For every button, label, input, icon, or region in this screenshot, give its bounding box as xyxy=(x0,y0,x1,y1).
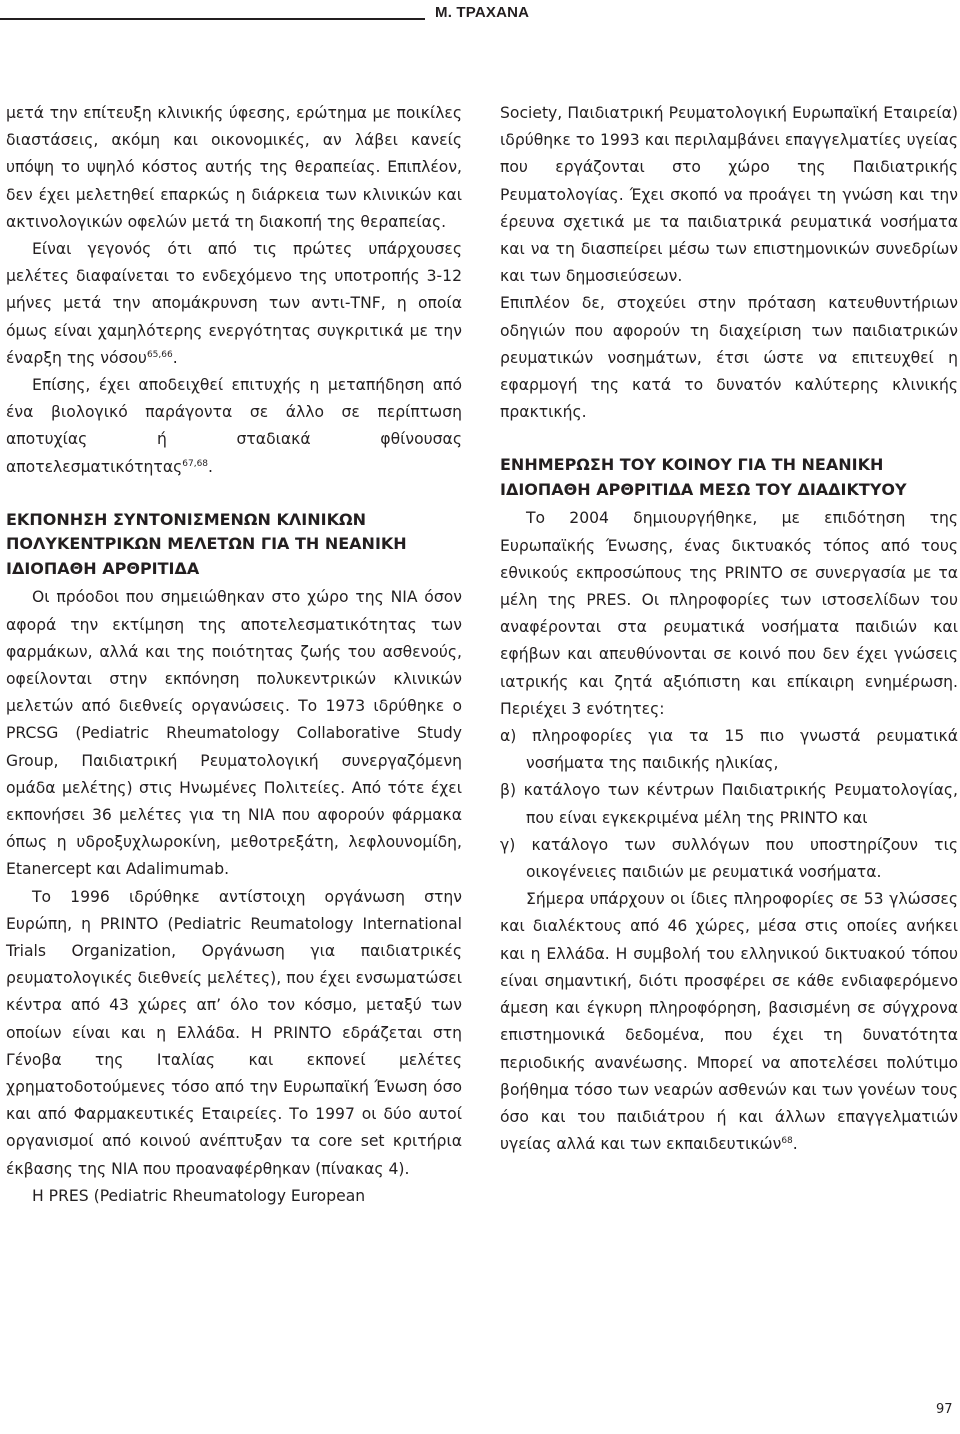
list-item: γ) κατάλογο των συλλόγων που υποστηρίζουν τις οικογένειες παιδιών με ρευματικά νοσήματα. xyxy=(500,835,958,882)
section-heading: ΕΚΠΟΝΗΣΗ ΣΥΝΤΟΝΙΣΜΕΝΩΝ ΚΛΙΝΙΚΩΝ ΠΟΛΥΚΕΝΤΡΙΚΩΝ ΜΕΛΕΤΩΝ ΓΙΑ ΤΗ ΝΕΑΝΙΚΗ ΙΔΙΟΠΑΘΗ ΑΡΘΡΙΤΙΔΑ xyxy=(6,509,407,578)
paragraph: Το 1996 ιδρύθηκε αντίστοιχη οργάνωση στην Ευρώπη, η PRINTO (Pediatric Reumatology International Trials Organization, Οργάνωση για παιδιατρικές ρευματολογικές διεθνείς μελέτες), που έχει ενσωματώσει κέντρα από 43 χώρες απ’ όλο τον κόσμο, μεταξύ των οποίων είναι και η Ελλάδα. Η PRINTO εδράζεται στη Γένοβα της Ιταλίας και εκπονεί μελέτες χρηματοδοτούμενες τόσο από την Ευρωπαϊκή Ένωση όσο και από Φαρμακευτικές Εταιρείες. Το 1997 οι δύο αυτοί οργανισμοί από κοινού ανέπτυξαν τα core set κριτήρια έκβασης της ΝΙΑ που προαναφέρθηκαν (πίνακας 4). xyxy=(6,887,462,1178)
paragraph-text: Επίσης, έχει αποδειχθεί επιτυχής η μεταπήδηση από ένα βιολογικό παράγοντα σε άλλο σε περίπτωση αποτυχίας ή σταδιακά φθίνουσας αποτελεσματικότητας xyxy=(6,376,462,476)
page-number: 97 xyxy=(936,1402,953,1417)
paragraph-text: Σήμερα υπάρχουν οι ίδιες πληροφορίες σε 53 γλώσσες και διαλέκτους από 46 χώρες, μέσα στις οποίες ανήκει και η Ελλάδα. Η συμβολή του ελληνικού δικτυακού τόπου είναι σημαντική, διότι προσφέρει σε κάθε ενδιαφερόμενο άμεση και έγκυρη πληροφόρηση, βασισμένη σε σύγχρονα επιστημονικά δεδομένα, που έχει τη δυνατότητα περιοδικής ανανέωσης. Μπορεί να αποτελέσει πολύτιμο βοήθημα τόσο των νεαρών ασθενών και των γονέων τους όσο και του παιδιάτρου ή και άλλων επαγγελματιών υγείας αλλά και των εκπαιδευτικών xyxy=(500,890,958,1154)
reference-superscript: 67,68 xyxy=(182,458,209,469)
list xyxy=(500,723,958,886)
paragraph: Society, Παιδιατρική Ρευματολογική Ευρωπαϊκή Εταιρεία) ιδρύθηκε το 1993 και περιλαμβάνει επαγγελματίες υγείας που εργάζονται στο χώρο της Παιδιατρικής Ρευματολογίας. Έχει σκοπό να προάγει τη γνώση και την έρευνα σχετικά με τα παιδιατρικά ρευματικά νοσήματα και να τη διασπείρει μέσω των επιστημονικών συνεδρίων και των δημοσιεύσεων. xyxy=(500,104,958,286)
header-rule-left xyxy=(0,18,425,20)
paragraph: Επιπλέον δε, στοχεύει στην πρόταση κατευθυντήριων οδηγιών που αφορούν τη διαχείριση των παιδιατρικών ρευματικών νοσημάτων, έτσι ώστε να επιτευχθεί η εφαρμογή της κατά το δυνατόν καλύτερης κλινικής πρακτικής. xyxy=(500,294,958,422)
running-header-author: Μ. ΤΡΑΧΑΝΑ xyxy=(435,4,530,21)
paragraph xyxy=(6,236,462,372)
list-item: α) πληροφορίες για τα 15 πιο γνωστά ρευματικά νοσήματα της παιδικής ηλικίας, xyxy=(500,727,958,773)
right-column xyxy=(500,100,958,1158)
paragraph: Οι πρόοδοι που σημειώθηκαν στο χώρο της ΝΙΑ όσον αφορά την εκτίμηση της αποτελεσματικότητας των φαρμάκων, αλλά και της ποιότητας ζωής του ασθενούς, οφείλονται στην εκπόνηση πολυκεντρικών κλινικών μελετών από διεθνείς οργανώσεις. Το 1973 ιδρύθηκε ο PRCSG (Pediatric Rheumatology Collaborative Study Group, Παιδιατρική Ρευματολογική συνεργαζόμενη ομάδα μελέτης) στις Ηνωμένες Πολιτείες. Από τότε έχει εκπονήσει 36 μελέτες για τη ΝΙΑ που αφορούν φάρμακα όπως η υδροξυχλωροκίνη, μεθοτρεξάτη, λεφλουνομίδη, Etanercept και Adalimumab. xyxy=(6,588,462,879)
paragraph-end: . xyxy=(172,348,178,367)
left-column xyxy=(6,100,462,1210)
paragraph-end: . xyxy=(792,1135,798,1154)
reference-superscript: 68 xyxy=(781,1135,793,1146)
paragraph: μετά την επίτευξη κλινικής ύφεσης, ερώτημα με ποικίλες διαστάσεις, ακόμη και οικονομικές, αν λάβει κανείς υπόψη το υψηλό κόστος αυτής της θεραπείας. Επιπλέον, δεν έχει μελετηθεί επαρκώς η διάρκεια των κλινικών και ακτινολογικών οφελών μετά τη διακοπή της θεραπείας. xyxy=(6,104,462,231)
paragraph: Η PRES (Pediatric Rheumatology European xyxy=(32,1186,366,1205)
paragraph xyxy=(6,372,462,481)
paragraph: Το 2004 δημιουργήθηκε, με επιδότηση της Ευρωπαϊκής Ένωσης, ένας δικτυακός τόπος από τους εθνικούς εκπροσώπους της PRINTO σε συνεργασία με τα μέλη της PRES. Οι πληροφορίες των ιστοσελίδων του αναφέρονται στα ρευματικά νοσήματα παιδιών και εφήβων και απευθύνονται σε κοινό που δεν έχει γνώσεις ιατρικής και ζητά αξιόπιστη και επίκαιρη ενημέρωση. Περιέχει 3 ενότητες: xyxy=(500,509,958,718)
reference-superscript: 65,66 xyxy=(146,349,173,360)
paragraph-end: . xyxy=(208,457,213,476)
section-heading: ΕΝΗΜΕΡΩΣΗ ΤΟΥ ΚΟΙΝΟΥ ΓΙΑ ΤΗ ΝΕΑΝΙΚΗ ΙΔΙΟΠΑΘΗ ΑΡΘΡΙΤΙΔΑ ΜΕΣΩ ΤΟΥ ΔΙΑΔΙΚΤΥΟΥ xyxy=(500,455,907,499)
paragraph-text: Είναι γεγονός ότι από τις πρώτες υπάρχουσες μελέτες διαφαίνεται το ενδεχόμενο της υποτροπής 3-12 μήνες μετά την απομάκρυνση των αντι-TNF, η οποία όμως είναι χαμηλότερης ενεργότητας συγκριτικά με την έναρξη της νόσου xyxy=(6,240,462,367)
list-item: β) κατάλογο των κέντρων Παιδιατρικής Ρευματολογίας, που είναι εγκεκριμένα μέλη της PRINTO και xyxy=(500,781,958,827)
paragraph xyxy=(500,886,958,1158)
